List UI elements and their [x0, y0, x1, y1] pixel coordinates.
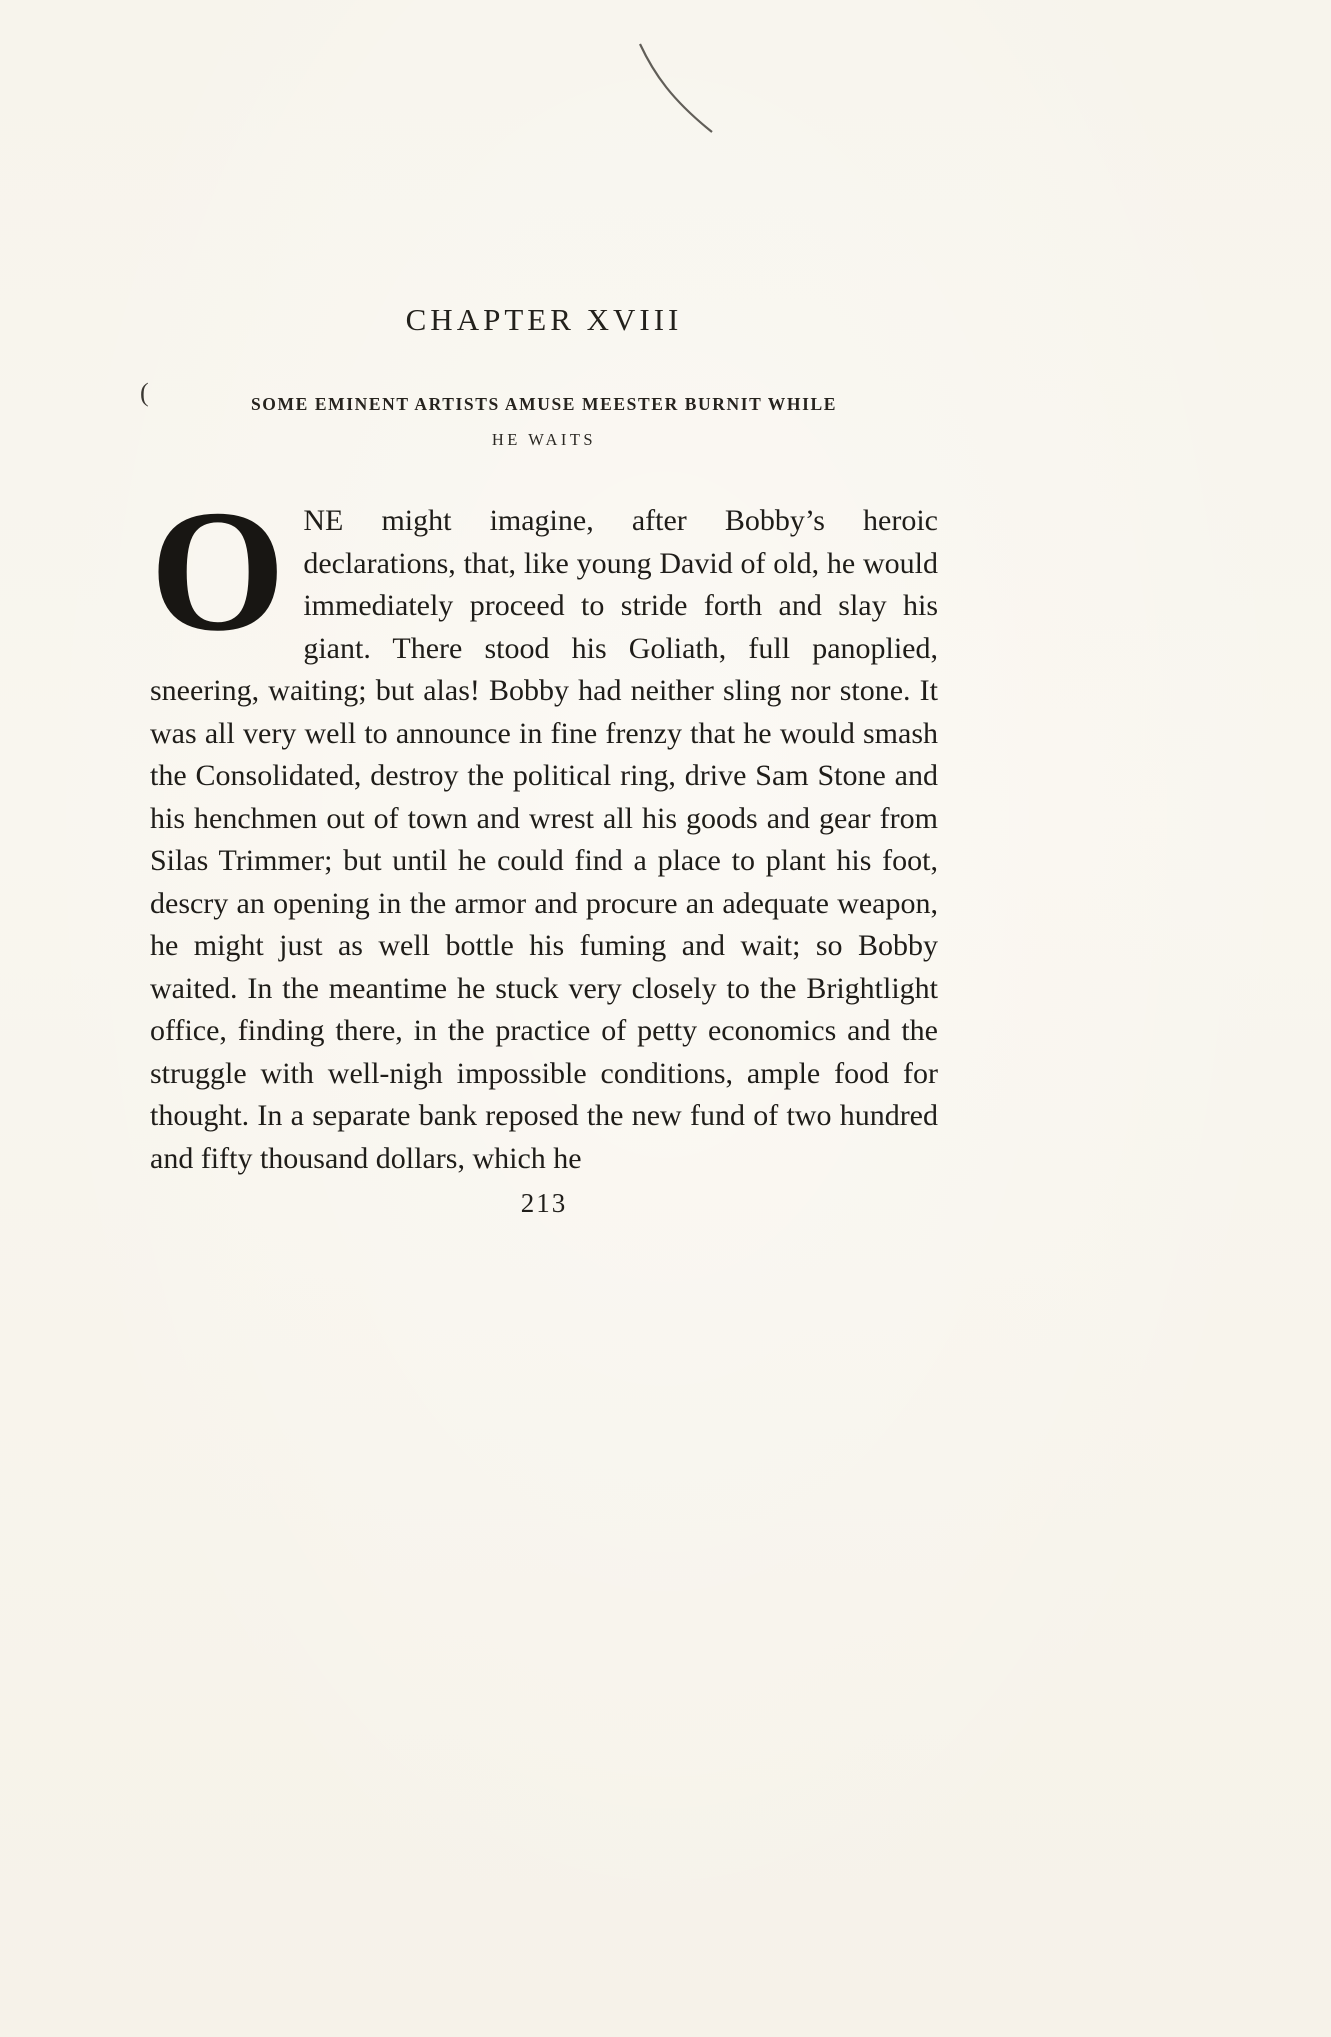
- page-content: [140, 302, 938, 1219]
- chapter-title: CHAPTER XVIII: [405, 302, 683, 337]
- chapter-subtitle-text: SOME EMINENT ARTISTS AMUSE MEESTER BURNIT WHILE: [250, 394, 838, 414]
- page-number: 213: [520, 1188, 568, 1218]
- chapter-subtitle-line1: [140, 378, 938, 415]
- pen-mark-paren: (: [140, 378, 151, 407]
- body-text: NE might imagine, after Bobby’s heroic declarations, that, like young David of old, he would immediately proceed to stride forth and slay his giant. There stood his Goliath, full panoplied, sneering, waiting; but alas! Bobby had neither sling nor stone. It was all very well to announce in fine frenzy that he would smash the Consolidated, destroy the political ring, drive Sam Stone and his henchmen out of town and wrest all his goods and gear from Silas Trimmer; but until he could find a place to plant his foot, descry an opening in the armor and procure an adequate weapon, he might just as well bottle his fuming and wait; so Bobby waited. In the meantime he stuck very closely to the Brightlight office, finding there, in the practice of petty economics and the struggle with well-nigh impossible conditions, ample food for thought. In a separate bank reposed the new fund of two hundred and fifty thousand dollars, which he: [150, 504, 938, 1175]
- pen-stroke-mark: [628, 42, 723, 137]
- drop-cap: O: [150, 474, 286, 667]
- chapter-body-paragraph: [150, 474, 938, 1180]
- chapter-subtitle-line2: HE WAITS: [491, 430, 597, 449]
